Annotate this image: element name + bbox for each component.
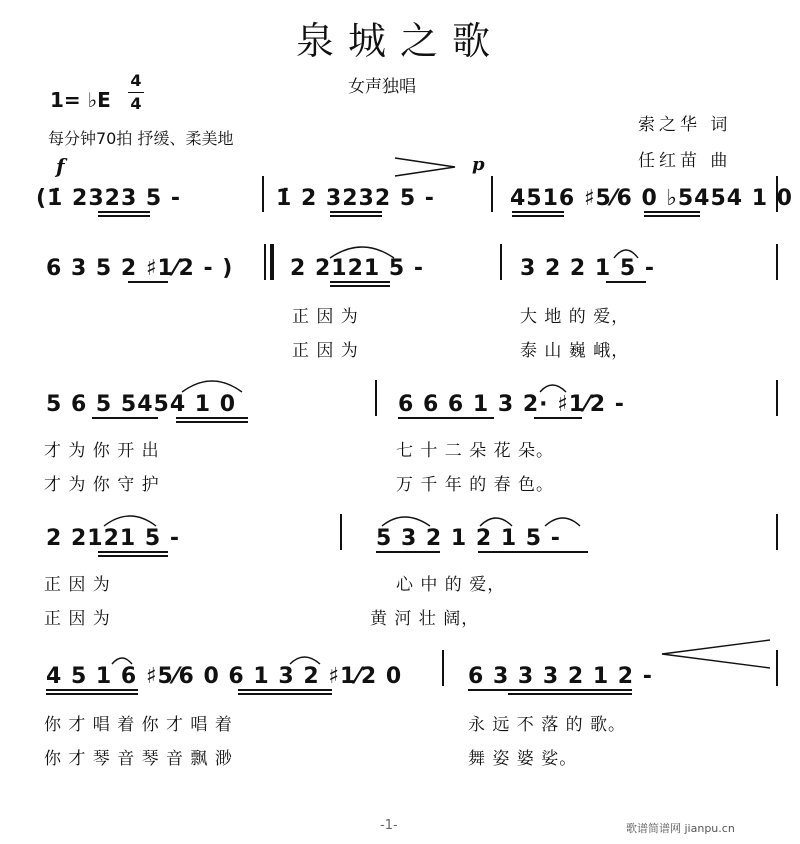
- decrescendo-hairpin-2: [662, 640, 770, 668]
- tempo-marking: 每分钟70拍 抒缓、柔美地: [48, 129, 234, 148]
- lyrics-row-5-verse-1-b: 永 远 不 落 的 歌。: [468, 715, 627, 735]
- lyrics-row-3-verse-2-b: 万 千 年 的 春 色。: [396, 475, 555, 495]
- notation-row-2-bar-3: 3 2 2 1 5 -: [520, 256, 655, 281]
- slur: [540, 385, 566, 392]
- slur: [182, 381, 242, 392]
- notation-row-4-bar-2: 5 3 2 1 2 1 5 -: [376, 526, 561, 551]
- performance-type: 女声独唱: [348, 77, 416, 97]
- lyrics-row-5-verse-1-a: 你 才 唱 着 你 才 唱 着: [44, 715, 233, 735]
- notation-row-1-bar-2: 1̇ 2 3232 5 -: [276, 186, 435, 211]
- song-title: 泉城之歌: [295, 19, 504, 63]
- decrescendo-hairpin: [395, 158, 455, 176]
- lyrics-row-2-verse-2-a: 正 因 为: [292, 341, 359, 361]
- notation-row-5-bar-1: 4 5 1 6 ♯5⁄6 0 6 1 3 2 ♯1⁄2 0: [46, 664, 403, 689]
- notation-row-1-bar-3: 4516 ♯5⁄6 0 ♭5454 1 0: [510, 186, 793, 211]
- slur: [104, 516, 156, 526]
- lyrics-row-4-verse-2-b: 黄 河 壮 阔，: [370, 609, 480, 629]
- notation-row-3-bar-2: 6 6 6 1 3 2· ♯1⁄2 -: [398, 392, 625, 417]
- notation-row-1-bar-1: (1̇ 2323 5 -: [36, 186, 182, 211]
- time-signature-bottom: 4: [130, 94, 142, 113]
- lyrics-row-2-verse-2-b: 泰 山 巍 峨，: [520, 341, 630, 361]
- lyrics-row-4-verse-2-a: 正 因 为: [44, 609, 111, 629]
- notation-row-4-bar-1: 2 2121 5 -: [46, 526, 180, 551]
- dynamic-piano: p: [472, 154, 485, 175]
- slur: [382, 517, 430, 526]
- lyrics-row-2-verse-1-a: 正 因 为: [292, 307, 359, 327]
- composer-credit: 任红苗 曲: [638, 151, 732, 171]
- watermark: 歌谱简谱网 jianpu.cn: [626, 822, 735, 835]
- time-signature-top: 4: [130, 71, 142, 90]
- slur: [290, 657, 320, 664]
- key-signature: 1= ♭E: [50, 88, 111, 112]
- notation-row-5-bar-2: 6 3 3 3 2 1 2 -: [468, 664, 653, 689]
- slur: [545, 518, 580, 526]
- notation-row-2-bar-2: 2 2121 5 -: [290, 256, 424, 281]
- lyrics-row-3-verse-2-a: 才 为 你 守 护: [44, 475, 160, 495]
- lyrics-row-4-verse-1-b: 心 中 的 爱，: [396, 575, 506, 595]
- lyrics-row-4-verse-1-a: 正 因 为: [44, 575, 111, 595]
- notation-row-3-bar-1: 5 6 5 5454 1 0: [46, 392, 237, 417]
- notation-row-2-bar-1: 6 3 5 2 ♯1⁄2 - ): [46, 256, 234, 281]
- lyrics-row-5-verse-2-b: 舞 姿 婆 娑。: [468, 749, 578, 769]
- lyrics-row-5-verse-2-a: 你 才 琴 音 琴 音 飘 渺: [44, 749, 233, 769]
- dynamic-forte: f: [56, 154, 65, 178]
- slur: [480, 518, 512, 526]
- lyrics-row-3-verse-1-b: 七 十 二 朵 花 朵。: [396, 441, 555, 461]
- lyrics-row-3-verse-1-a: 才 为 你 开 出: [44, 441, 160, 461]
- lyricist-credit: 索之华 词: [638, 115, 732, 135]
- page-number: -1-: [380, 818, 398, 833]
- lyrics-row-2-verse-1-b: 大 地 的 爱，: [520, 307, 630, 327]
